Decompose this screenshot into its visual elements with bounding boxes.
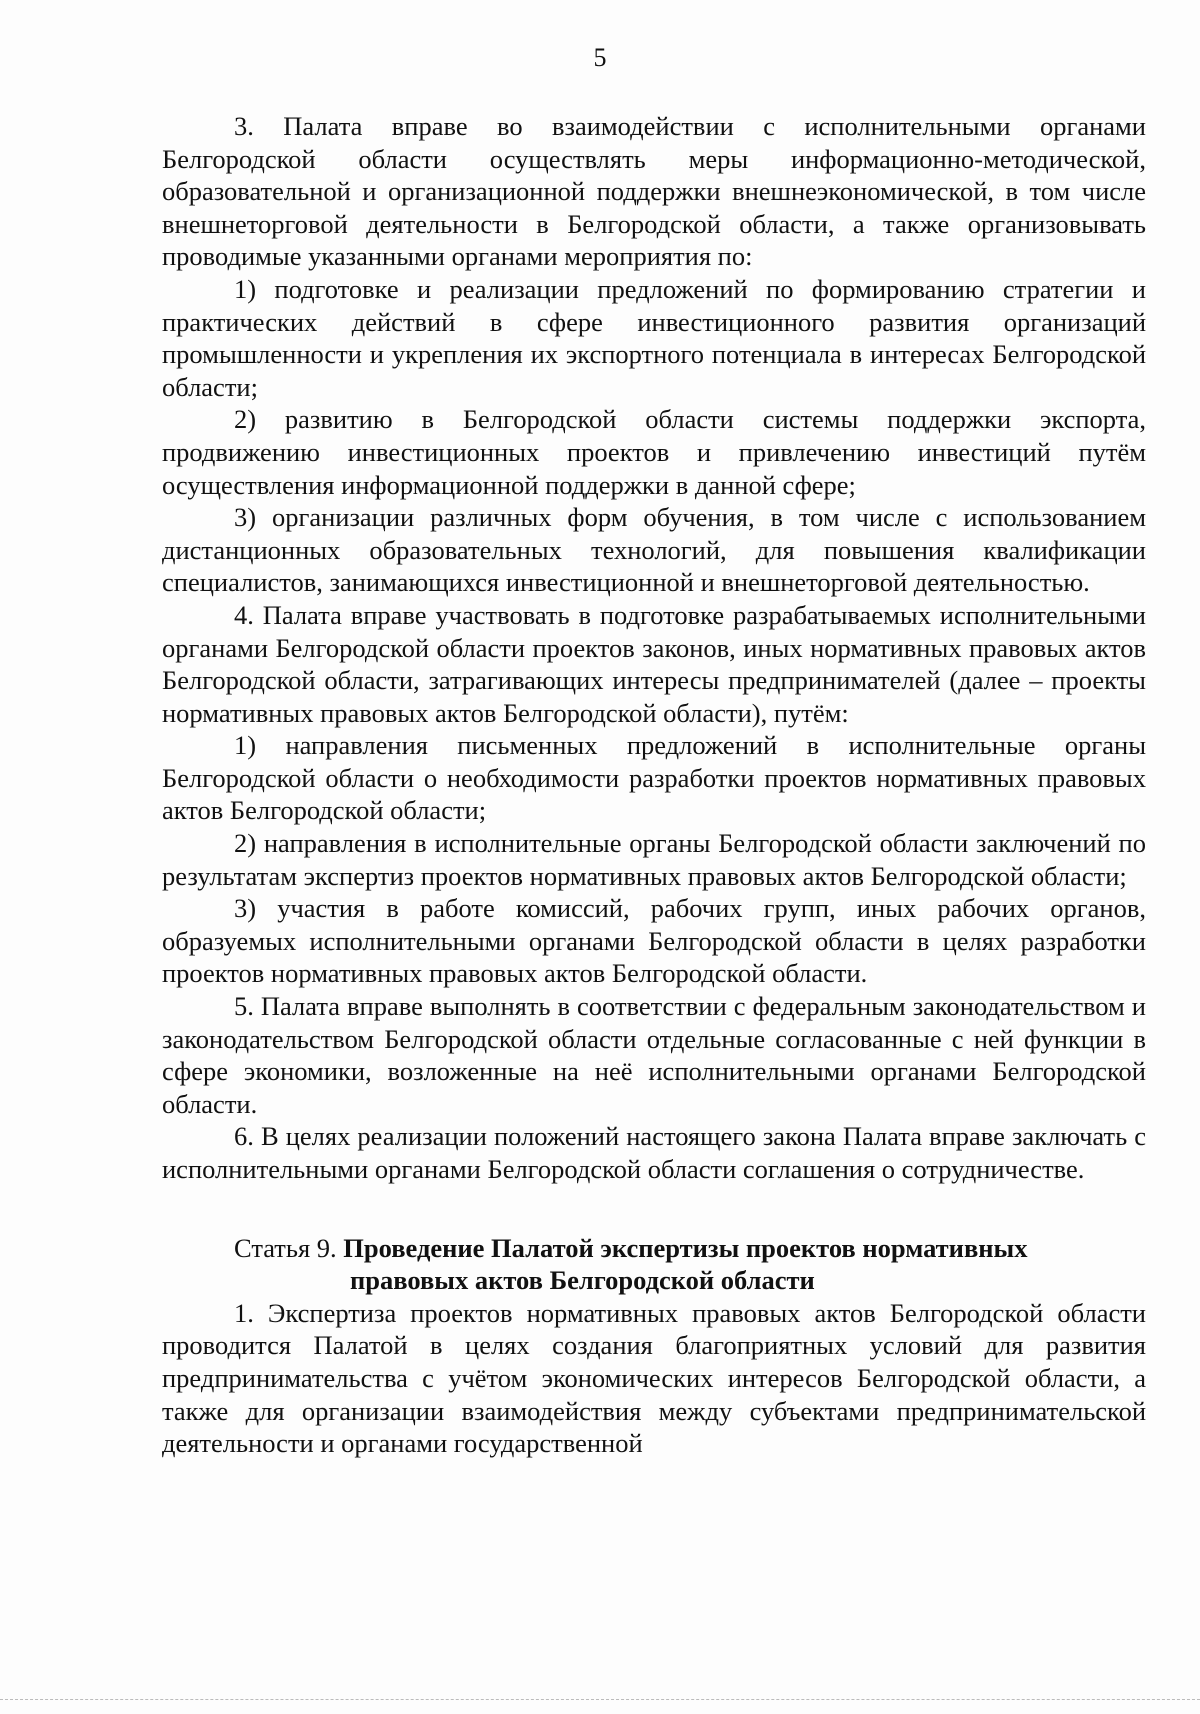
paragraph-subitem-3-1: 1) подготовке и реализации предложений по формированию стратегии и практических действий в сфере инвестиционного развития организаций промышленности и укрепления их экспортного потенциала в интересах Белгородской области; bbox=[162, 273, 1146, 402]
paragraph-subitem-3-2: 2) развитию в Белгородской области системы поддержки экспорта, продвижению инвестиционных проектов и привлечению инвестиций путём осуществления информационной поддержки в данной сфере; bbox=[162, 404, 1146, 500]
article-label: Статья 9. bbox=[234, 1232, 337, 1263]
article-title-line2: правовых актов Белгородской области bbox=[350, 1265, 815, 1296]
paragraph-subitem-4-1: 1) направления письменных предложений в исполнительные органы Белгородской области о необходимости разработки проектов нормативных правовых актов Белгородской области; bbox=[162, 730, 1146, 826]
page-number: 5 bbox=[593, 43, 607, 72]
article-heading bbox=[162, 1232, 1146, 1297]
paragraph-item-3: 3. Палата вправе во взаимодействии с исполнительными органами Белгородской области осуществлять меры информационно-методической, образовательной и организационной поддержки внешнеэкономической, в том числе внешнеторговой деятельности в Белгородской области, а также организовывать проводимые указанными органами мероприятия по: bbox=[162, 111, 1146, 272]
article-title-line1: Проведение Палатой экспертизы проектов нормативных bbox=[343, 1232, 1028, 1263]
article-paragraph-1: 1. Экспертиза проектов нормативных правовых актов Белгородской области проводится Палатой в целях создания благоприятных условий для развития предпринимательства с учётом экономических интересов Белгородской области, а также для организации взаимодействия между субъектами предпринимательской деятельности и органами государственной bbox=[162, 1297, 1146, 1459]
scan-edge-line bbox=[0, 1699, 1200, 1700]
paragraph-subitem-4-2: 2) направления в исполнительные органы Белгородской области заключений по результатам экспертиз проектов нормативных правовых актов Белгородской области; bbox=[162, 828, 1146, 891]
paragraph-item-5: 5. Палата вправе выполнять в соответствии с федеральным законодательством и законодательством Белгородской области отдельные согласованные с ней функции в сфере экономики, возложенные на неё исполнительными органами Белгородской области. bbox=[162, 991, 1146, 1119]
paragraph-subitem-3-3: 3) организации различных форм обучения, в том числе с использованием дистанционных образовательных технологий, для повышения квалификации специалистов, занимающихся инвестиционной и внешнеторговой деятельностью. bbox=[162, 502, 1146, 598]
paragraph-subitem-4-3: 3) участия в работе комиссий, рабочих групп, иных рабочих органов, образуемых исполнительными органами Белгородской области в целях разработки проектов нормативных правовых актов Белгородской области. bbox=[162, 893, 1146, 989]
paragraph-item-4: 4. Палата вправе участвовать в подготовке разрабатываемых исполнительными органами Белгородской области проектов законов, иных нормативных правовых актов Белгородской области, затрагивающих интересы предпринимателей (далее – проекты нормативных правовых актов Белгородской области), путём: bbox=[162, 599, 1146, 728]
document-body bbox=[162, 110, 1146, 1460]
paragraph-item-6: 6. В целях реализации положений настоящего закона Палата вправе заключать с исполнительными органами Белгородской области соглашения о сотрудничестве. bbox=[162, 1121, 1146, 1184]
